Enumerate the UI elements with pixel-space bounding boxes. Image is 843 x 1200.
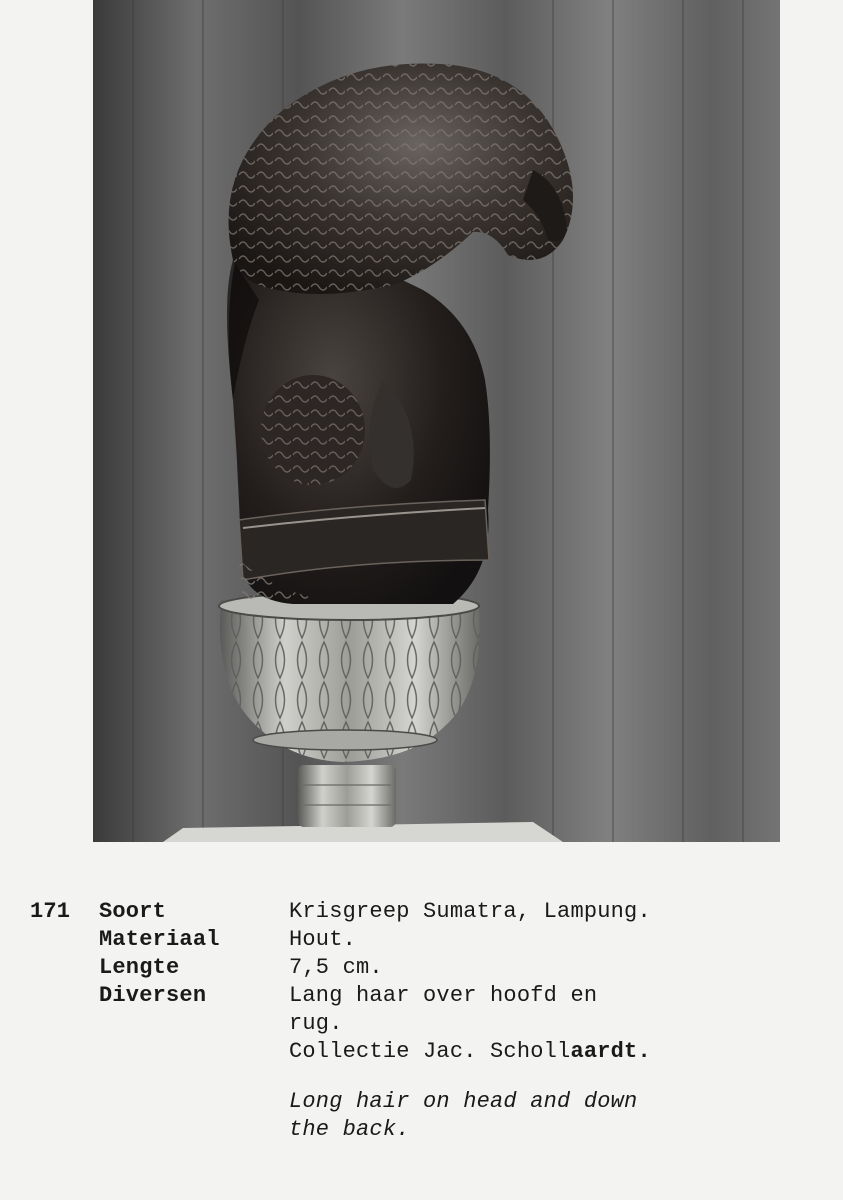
collection-suffix: aardt. [570,1039,651,1064]
value-lengte: 7,5 cm. [289,955,383,980]
value-diversen-continued: rug. [289,1011,343,1036]
value-diversen: Lang haar over hoofd en [289,983,598,1008]
label-materiaal: Materiaal [99,927,220,952]
entry-number: 171 [30,899,71,924]
english-line-2: the back. [289,1117,410,1142]
label-lengte: Lengte [99,955,180,980]
label-soort: Soort [99,899,167,924]
english-line-1: Long hair on head and down [289,1089,638,1114]
value-materiaal: Hout. [289,927,357,952]
value-soort: Krisgreep Sumatra, Lampung. [289,899,651,924]
collection-line [289,1038,651,1066]
label-diversen: Diversen [99,983,207,1008]
collection-text: Collectie Jac. Scholl [289,1039,571,1064]
